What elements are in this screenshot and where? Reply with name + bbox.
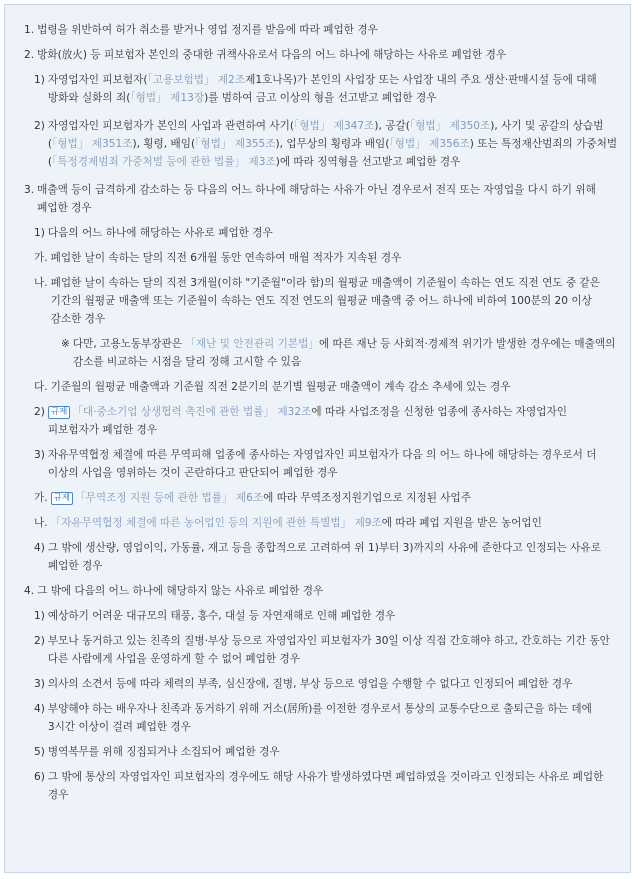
note-item: ※ 다만, 고용노동부장관은 「재난 및 안전관리 기본법」에 따른 재난 등 사회적·경제적 위기가 발생한 경우에는 매출액의 감소를 비교하는 시점을 달리 정해 고시할 수 있음 <box>61 338 616 368</box>
law-link[interactable]: 「재난 및 안전관리 기본법」 <box>185 338 319 350</box>
list-item-3-1: 1) 다음의 어느 하나에 해당하는 사유로 폐업한 경우 <box>34 227 273 239</box>
list-item-4-2: 2) 부모나 동거하고 있는 친족의 질병·부상 등으로 자영업자인 피보험자가 30일 이상 직접 간호해야 하고, 간호하는 기간 동안 다른 사람에게 사업을 운영하게 할 수 없어 폐업한 경우 <box>34 635 610 665</box>
law-link[interactable]: 「형법」 제347조 <box>293 120 375 132</box>
list-item-1: 1. 법령을 위반하여 허가 취소를 받거나 영업 정지를 받음에 따라 폐업한 경우 <box>24 24 378 36</box>
list-item-4-4: 4) 부양해야 하는 배우자나 친족과 동거하기 위해 거소(居所)를 이전한 경우로서 통상의 교통수단으로 출퇴근을 하는 데에 3시간 이상이 걸려 폐업한 경우 <box>34 703 592 733</box>
content-panel <box>4 4 631 873</box>
law-link[interactable]: 「형법」 제356조 <box>389 138 470 150</box>
law-link[interactable]: 「무역조정 지원 등에 관한 법률」 제6조 <box>75 492 264 504</box>
law-link[interactable]: 「특정경제범죄 가중처벌 등에 관한 법률」 제3조 <box>52 156 276 168</box>
regulation-badge[interactable]: 규제 <box>51 492 73 505</box>
list-item-3-1-na: 나. 폐업한 날이 속하는 달의 직전 3개월(이하 "기준월"이라 함)의 월평균 매출액이 기준월이 속하는 연도 직전 연도 중 같은 기간의 월평균 매출액 또는 기준월이 속하는 연도 직전 연도의 월평균 매출액 중 어느 하나에 비하여 100분의 20 이상 감소한 경우 <box>34 277 600 325</box>
list-item-4-3: 3) 의사의 소견서 등에 따라 체력의 부족, 심신장애, 질병, 부상 등으로 영업을 수행할 수 없다고 인정되어 폐업한 경우 <box>34 678 573 690</box>
list-item-4: 4. 그 밖에 다음의 어느 하나에 해당하지 않는 사유로 폐업한 경우 <box>24 585 324 597</box>
regulation-badge[interactable]: 규제 <box>48 406 70 419</box>
list-item-3-2: 2) 규제 「대·중소기업 상생협력 촉진에 관한 법률」 제32조에 따라 사업조정을 신청한 업종에 종사하는 자영업자인 피보험자가 폐업한 경우 <box>34 406 567 436</box>
law-link[interactable]: 「자유무역협정 체결에 따른 농어업인 등의 지원에 관한 특별법」 제9조 <box>50 517 382 529</box>
list-item-3-3-ga: 가. 규제 「무역조정 지원 등에 관한 법률」 제6조에 따라 무역조정지원기업으로 지정된 사업주 <box>34 492 471 504</box>
law-link[interactable]: 「대·중소기업 상생협력 촉진에 관한 법률」 제32조 <box>72 406 312 418</box>
list-item-4-6: 6) 그 밖에 통상의 자영업자인 피보험자의 경우에도 해당 사유가 발생하였다면 폐업하였을 것이라고 인정되는 사유로 폐업한 경우 <box>34 771 604 801</box>
law-link[interactable]: 「형법」 제350조 <box>409 120 491 132</box>
list-item-3-3-na: 나. 「자유무역협정 체결에 따른 농어업인 등의 지원에 관한 특별법」 제9조에 따라 폐업 지원을 받은 농어업인 <box>34 517 542 529</box>
list-item-3-1-da: 다. 기준월의 월평균 매출액과 기준월 직전 2분기의 분기별 월평균 매출액이 계속 감소 추세에 있는 경우 <box>34 381 511 393</box>
list-item-3-3: 3) 자유무역협정 체결에 따른 무역피해 업종에 종사하는 자영업자인 피보험자가 다음 의 어느 하나에 해당하는 경우로서 더 이상의 사업을 영위하는 것이 곤란하다고 판단되어 폐업한 경우 <box>34 449 597 479</box>
law-link[interactable]: 「형법」 제355조 <box>195 138 276 150</box>
law-link[interactable]: 「형법」 제13장 <box>130 92 205 104</box>
list-item-4-5: 5) 병역복무를 위해 징집되거나 소집되어 폐업한 경우 <box>34 746 280 758</box>
list-item-2: 2. 방화(放火) 등 피보험자 본인의 중대한 귀책사유로서 다음의 어느 하나에 해당하는 사유로 폐업한 경우 <box>24 49 507 61</box>
law-link[interactable]: 「고용보험법」 제2조 <box>147 74 246 86</box>
law-link[interactable]: 「형법」 제351조 <box>52 138 133 150</box>
list-item-2-1: 1) 자영업자인 피보험자(「고용보험법」 제2조제1호나목)가 본인의 사업장 또는 사업장 내의 주요 생산·판매시설 등에 대해 방화와 실화의 죄(「형법」 제13장)를 범하여 금고 이상의 형을 선고받고 폐업한 경우 <box>34 74 597 104</box>
list-item-3-1-ga: 가. 폐업한 날이 속하는 달의 직전 6개월 동안 연속하여 매월 적자가 지속된 경우 <box>34 252 402 264</box>
list-item-3: 3. 매출액 등이 급격하게 감소하는 등 다음의 어느 하나에 해당하는 사유가 아닌 경우로서 전직 또는 자영업을 다시 하기 위해 폐업한 경우 <box>24 184 596 214</box>
list-item-2-2: 2) 자영업자인 피보험자가 본인의 사업과 관련하여 사기(「형법」 제347조), 공갈(「형법」 제350조), 사기 및 공갈의 상습범(「형법」 제351조), 횡령, 배임(「형법」 제355조), 업무상의 횡령과 배임(「형법」 제356조) 또는 특정재산범죄의 가중처벌(「특정경제범죄 가중처벌 등에 관한 법률」 제3조)에 따라 징역형을 선고받고 폐업한 경우 <box>34 120 618 168</box>
list-item-4-1: 1) 예상하기 어려운 대규모의 태풍, 홍수, 대설 등 자연재해로 인해 폐업한 경우 <box>34 610 396 622</box>
list-item-3-4: 4) 그 밖에 생산량, 영업이익, 가동률, 재고 등을 종합적으로 고려하여 위 1)부터 3)까지의 사유에 준한다고 인정되는 사유로 폐업한 경우 <box>34 542 601 572</box>
